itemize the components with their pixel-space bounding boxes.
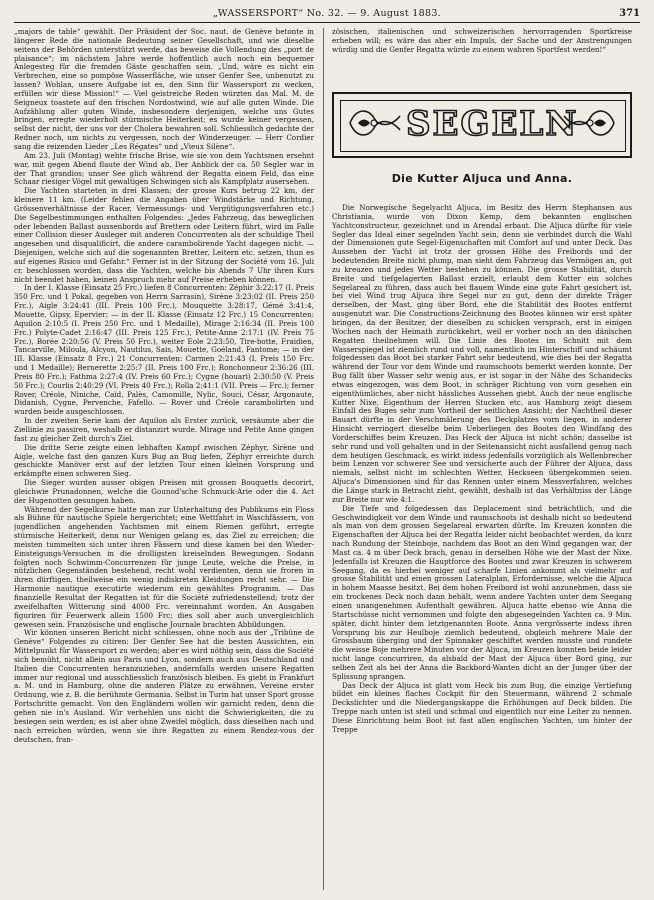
paragraph: Die Yachten starteten in drei Klassen; der grosse Kurs betrug 22 km, der kleinere 11 km. (Leider fehlen die Angaben über Windstärke und Richtung, Grössenverhältnisse der Racer, Vermessungs- und Vergütigungsverfahren etc.) Die Segelbestimmungen enthalten Folgendes: „Jedes Fahrzeug, das beweglichen oder lebenden Ballast aussenbords auf Brettern oder Leitern führt, wird im Falle einer Collision dieser Ausleger mit anderen Concurrenten als der schuldige Theil angesehen und disqualificirt, die andere carambolirende Yacht dagegen nicht. — Diejenigen, welche sich auf die sogenannten Bretter, Leitern etc. setzen, thun es auf eigenes Risico und Gefahr.“ Ferner ist in der Sitzung der Société vom 16. Juli cr. beschlossen worden, dass die Yachten, welche bis Abends 7 Uhr ihren Kurs nicht beendet haben, keinen Anspruch mehr auf Preise erheben können.	[14, 186, 314, 284]
page-header	[14, 8, 640, 23]
article-title: Die Kutter Aljuca und Anna.	[391, 172, 573, 185]
paragraph: In der I. Klasse (Einsatz 25 Frc.) liefen 8 Concurrenten: Zéphir 3:22:17 (I. Preis 350 Frc. und 1 Pokal, gegeben von Herrn Sarrasin), Sirène 3:23:02 (II. Preis 250 Frc.), Aigle 3:24:41 (III. Preis 100 Frc.), Mouquette 3:28:17, Gémé 3:41:4, Mouette, Gipsy, Epervier; — in der II. Klasse (Einsatz 12 Frc.) 15 Concurrenten: Aquilon 2:10:5 (I. Preis 250 Frc. und 1 Medaille), Mirage 2:16:34 (II. Preis 100 Frc.) Polyte-Cadet 2:16:47 (III. Preis 125 Frc.), Petite-Anne 2:17:1 (IV. Preis 75 Frc.), Borée 2:20:56 (V. Preis 50 Frc.), weiter Eole 2:23:50, Tire-botte, Fraidien, Tancarville, Miloula, Alcyon, Nautilus, Sais, Mouette, Goéland, Fantome; — in der III. Klasse (Einsatz 8 Frc.) 21 Concurrenten: Carmen 2:21:43 (I. Preis 150 Frc. und 1 Medaille); Bernerette 2:25:7 (II. Preis 100 Frc.); Ronchonneur 2:36:26 (III. Preis 80 Frc.); Fathma 2:27:4 (IV. Preis 60 Frc.); Cygne (houari) 2:30:50 (V. Preis 50 Frc.); Courlis 2:40:29 (VI. Preis 40 Frc.); Rolla 2:41:1 (VII. Preis — Frc.); ferner Rover, Créole, Niniche, Caïd, Palès, Camomille, Nylic, Souci, César, Argonaute, Didanish, Cygne, Pervenche, Fafello. — Rover und Créole carambolirten und wurden beide ausgeschlossen.	[14, 283, 314, 417]
left-column	[14, 28, 314, 890]
header-title: „WASSERSPORT“ No. 32. — 9. August 1883.	[213, 8, 441, 19]
paragraph: Die Tiefe und folgedessen das Deplacement sind beträchtlich, und die Geschwindigkeit vor dem Winde und raumschoots ist deshalb nicht so bedeutend als man von dem grossen Segelareal erwarten dürfte. Im Kreuzen konnten die Eigenschaften der Aljuca bei der Regatta leider nicht beobachtet werden, da kurz nach Rundung der Steinboje, nachdem das Boot an den Wind gegangen war, der Mast ca. 4 m über Deck brach, genau in derselben Höhe wie der Mast der Nixe. Jedenfalls ist Kreuzen die Hauptforce des Bootes und zwar Kreuzen in schwerem Seegang, da es hierbei weniger auf scharfe Linien ankommt als vielmehr auf grosse Stabilität und einen grossen Lateralplan, Erfordernisse, welche die Aljuca in hohem Maasse besitzt. Bei dem hohen Freibord ist wohl anzunehmen, dass sie ein trockenes Deck noch dann behält, wenn andere Yachten unter dem Seegang einen unangenehmen Aufenthalt gewähren. Aljuca hatte ebenso wie Anna die Startschüsse nicht vernommen und folgte den abgesegelnden Yachten ca. 9 Min. später, dicht hinter dem letztgenannten Boote. Anna vergrösserte indess ihren Vorsprung bis zur Heulboje ziemlich bedeutend, obgleich mehrere Male der Grossbaum überging und der Spinnaker geschiftet werden musste und rundete die weisse Boje mehrere Minuten vor der Aljuca, im Kreuzen konnten beide leider nicht lange concurriren, da alsbald der Mast der Aljuca über Bord ging, zur selben Zeit als bei der Anna die Backbord-Wanten dicht an der Junger über der Splissung sprangen.	[332, 503, 632, 681]
paragraph: Die Sieger wurden ausser obigen Preisen mit grossen Bouquetts decorirt, gleichwie Prunadonnen, welche die Gounod'sche Schmuck-Arie oder die 4. Act der Hugenotten gesungen haben.	[14, 478, 314, 505]
paragraph: Die dritte Serie zeigte einen lebhaften Kampf zwischen Zéphyr, Sirène und Aigle, welche fast den ganzen Kurs Bug an Bug liefen, Zéphyr erreichte durch geschickte Manöver erst auf der letzten Tour einen kleinen Vorsprung und erkämpfte einen schweren Sieg.	[14, 442, 314, 479]
paragraph: Am 23. Juli (Montag) wehte frische Brise, wie sie von dem Yachtsmen ersehnt war, mit gegen Abend flaute der Wind ab. Der Anblick der ca. 50 Segler war in der That grandios; unser See glich während der Regatta einem Feld, das eine Schaar riesiger Vögel mit gewaltigen Schwingen sich als Kampfplatz ausersehen.	[14, 150, 314, 187]
ornament-right-icon	[560, 104, 618, 142]
paragraph: „majors de table“ gewählt. Der Präsident der Soc. naut. de Genève betonte in längerer Rede die nationale Bedeutung seiner Gesellschaft, und wie dieselbe seitens der Behörden unterstützt werde, das beweise die Vollendung des „port de plaisance“; im nächstem Jahre werde hoffentlich auch noch ein bequemer Anlegesteg für die fremden Gäste geschaffen sein. „Und, wäre es nicht ein Verbrechen, eine so pompöse Wasserfläche, wie unser Genfer See, unbenutzt zu lassen? Wohlan, unsere Aufgabe ist es, den Sinn für Wassersport zu wecken, erfüllen wir diese Mission!“ — Viel geistreiche Reden würzten das Mal. M. de Seigneux toastete auf den frischen Nordostwind, wie auf alle guten Winde. Die Aufzählung aller guten Winde, insbesondere derjenigen, welche uns Gutes bringen, erregte wiederholt stürmische Heiterkeit; es wurde keiner vergessen, selbst der nicht, der uns vor der Cholera bewahren soll. Schliesslich gedachte der Redner noch, um nichts zu vergessen, noch der Winderzeuger. — Herr Cordier sang die reizenden Lieder „Les Régates“ und „Vieux Silène“.	[14, 28, 314, 151]
column-divider	[323, 28, 324, 890]
paragraph: In der zweiten Serie kam der Aquilon als Erster zurück, versäumte aber die Ziellinie zu passiren, weshalb er distanzirt wurde. Mirage und Petite Anne gingen fast zu gleicher Zeit durch's Ziel.	[14, 416, 314, 443]
paragraph: zösischen, italienischen und schweizerischen hervorragenden Sportkreise erheben will; es wäre das aber ein Impuls, der Sache und der Anstrengungen würdig und die Genfer Regatta würde zu einem wahren Sportfest werden!“	[332, 28, 632, 54]
section-banner	[332, 92, 632, 158]
newspaper-page	[14, 8, 640, 892]
paragraph: Die Norwegische Segelyacht Aljuca, im Besitz des Herrn Stephansen aus Christiania, wurde von Dixon Kemp, dem bekannten englischen Yachtconstructeur, gezeichnet und in Arendal erbaut. Die Aljuca dürfte für viele Segler das Ideal einer segelnden Yacht sein, denn sie verbindet durch die Wahl der Dimensionen gute Segel-Eigenschaften mit Comfort auf und unter Deck. Das Aussehen der Yacht ist trotz der grossen Höhe des Freibords und der bedeutenden Breite nicht plump, man sieht dem Fahrzeug das Vermögen an, gut zu kreuzen und jedes Wetter bestehen zu können. Die grosse Stabilität, durch Breite und tiefgelagerten Ballast erzielt, erlaubt dem Kutter ein solches Segelareal zu führen, dass auch bei flauem Winde eine gute Fahrt gesichert ist, bei viel Wind trug Aljuca ihre Segel nur zu gut, denn der direkte Träger derselben, der Mast, ging über Bord, ehe die Stabilität des Bootes entfernt ausgenutzt war. Die Constructions-Zeichnung des Bootes können wir erst später bringen, da der Besitzer, der dieselben zu schicken versprach, erst in einigen Wochen nach der Heimath zurückkehrt, weil er vorher noch an den dänischen Regatten theilnehmen will. Die Linie des Bootes im Schnitt mit dem Wasserspiegel ist ziemlich rund und voll, namentlich im Hinterschiff und schäumt folgedessen das Boot bei starker Fahrt sehr bedeutend, wie dies bei der Regatta während der Tour vor dem Winde und raumschoots bemerkt werden konnte. Der Bug fällt über Wasser sehr wenig aus, er ist sogar in der Nähe des Schandecks etwas eingezogen, was dem Boot, in schräger Richtung von vorn gesehen ein eigenthümliches, aber nicht hässliches Aussehen giebt. Auch der neue englische Kutter Nixe, Eigenthum der Herren Stucken etc. aus Hamburg zeigt diesem Einfall des Buges sehr zum Vortheil der seitlichen Ansicht; der Nachtheil dieser Bauart dürfte in der Verschmälerung des Deckplatzes vorn liegen, in anderer Hinsicht verringert dieselbe beim Ueberliegen des Bootes den Windfang des Vorderschiffes beim Kreuzen. Das Heck der Aljuca ist nicht schön; dasselbe ist sehr rund und voll gehalten und in der Seitenansicht nicht ausfallend genug nach dem heutigen Geschmack, es wirkt indess jedenfalls vorzüglich als Wellenbrecher beim Lenzen vor schwerer See und versicherte auch der Führer der Aljuca, dass niemals, selbst nicht im schlechten Wetter, Heckseen übergekommen seien. Aljuca's Dimensionen sind für das Rennen unter einem Messverfahren, welches die Länge stark in Betracht zieht, gewählt, deshalb ist das Verhältniss der Länge zur Breite nur wie 4:1.	[332, 204, 632, 504]
banner-frame	[332, 92, 632, 158]
paragraph: Wir können unseren Bericht nicht schliessen, ohne noch aus der „Tribüne de Genève“ Folgendes zu citiren: Der Genfer See hat die besten Aussichten, ein Mittelpunkt für Wassersport zu werden; aber es wird nöthig sein, dass die Société sich bemüht, nicht allein aus Paris und Lyon, sondern auch aus Deutschland und Italien die Concurrenten heranzuziehen, andernfalls werden unsere Regatten immer nur regional und ausschliesslich französisch bleiben. Es giebt in Frankfurt a. M. und in Hamburg, ohne die anderen Plätze zu erwähnen, Vereine erster Ordnung, wie z. B. die berühmte Germania. Selbst in Turin hat unser Sport grosse Fortschritte gemacht. Von den Engländern wollen wir garnicht reden, denn die gehen nie in's Ausland. Wir verhehlen uns nicht die Schwierigkeiten, die zu besiegen sein werden; es ist aber ohne Zweifel möglich, dass dieselben nach und nach erreichen würden, wenn sie ihre Regatten zu einem Rendez-vous der deutschen, fran-	[14, 628, 314, 744]
page-number: 371	[619, 8, 640, 19]
ornament-left-icon	[346, 104, 404, 142]
paragraph: Das Deck der Aljuca ist glatt vom Heck bis zum Bug, die einzige Vertiefung bildet ein kleines flaches Cockpit für den Steuermann, während 2 schmale Deckslichter und die Niedergangskappe die Erhöhungen auf Deck bilden. Die Treppe nach unten ist steil und schmal und eigentlich nur eine Leiter zu nennen. Diese Einrichtung beim Boot ist fast allen englischen Yachten, um hinter der Treppe	[332, 680, 632, 734]
article-body	[332, 204, 632, 890]
banner-title: SEGELN	[406, 104, 579, 144]
paragraph: Während der Segelkurse hatte man zur Unterhaltung des Publikums ein Floss als Bühne für nautische Spiele hergerichtet; eine Wettfahrt in Waschfässern, von jugendlichen angehenden Yachtsmen mit einem Riemen geführt, erregte stürmische Heiterkeit, denn nur Wenigen gelang es, das Ziel zu erreichen; die meisten tummelten sich unter ihren Fässern und diese kamen bei den Wieder-Einsteigungs-Versuchen in die drolligsten kreiselnden Bewegungen. Sodann folgten noch Schwimm-Concurrenzen für junge Leute, welche die Preise, in nützlichen Gegenständen bestehend, recht wohl verdienten, denn sie froren in ihren dürftigen, theilweise ein wenig indiskreten Kleidungen recht sehr. — Die Harmonie nautique executirte wiederum ein gewähltes Programm. — Das finanzielle Resultat der Regatten ist für die Société zufriedenstellend; trotz der zweifelhaften Witterung sind 4000 Frc. vereinnahmt worden. An Ausgaben figuriren für Feuerwerk allein 1500 Frc; dies soll aber auch unvergleichlich gewesen sein. Französische und englische Journale brachten Abbildungen.	[14, 504, 314, 629]
right-column-continuation	[332, 28, 632, 90]
